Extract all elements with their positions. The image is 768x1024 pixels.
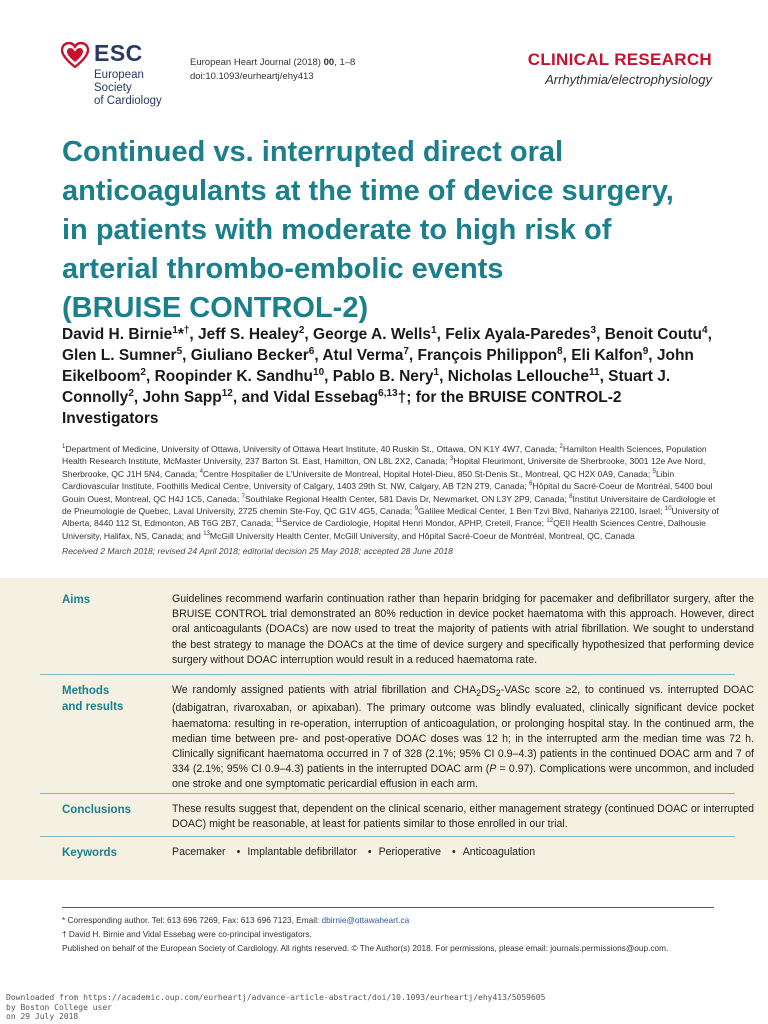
keyword: Perioperative	[378, 846, 441, 858]
logo-line-1: European Society	[94, 69, 144, 94]
keywords-label: Keywords	[62, 847, 117, 859]
methods-text: We randomly assigned patients with atrial fibrillation and $CHA_2DS_2$-VASc score ≥2, to continued vs. interrupted DOAC (dabigatran, rivaroxaban, or apixaban). The primary outcome was blindly evaluated, clinically significant device pocket haematoma: resulting in re-operation, interruption of anticoagulation, or prolonging hospital stay. In the continued arm, the median time between pre- and post-operative DOAC doses was 12 h; in the interrupted arm the median time was 72 h. Clinically significant haematoma occurred in 7 of 328 (2.1%; 95% CI 0.9–4.3) patients in the continued DOAC arm and 7 of 334 (2.1%; 95% CI 0.9–4.3) patients in the interrupted DOAC arm (P = 0.97). Complications were uncommon, and included one stroke and one symptomatic pericardial effusion in each arm.	[172, 684, 755, 791]
abstract-conclusions-row	[40, 794, 754, 837]
methods-label-line-2: and results	[62, 701, 124, 713]
doi: doi:10.1093/eurheartj/ehy413	[190, 71, 314, 82]
download-line: by Boston College user	[6, 1002, 112, 1012]
section-label: CLINICAL RESEARCH	[527, 50, 712, 69]
title-line: arterial thrombo-embolic events	[62, 253, 504, 285]
footnote-rule	[62, 907, 714, 908]
bullet-separator: •	[367, 846, 372, 858]
journal-citation	[190, 56, 355, 84]
download-watermark	[6, 993, 545, 1022]
methods-label	[62, 683, 123, 715]
conclusions-text: These results suggest that, dependent on the clinical scenario, either management strategy (continued DOAC or interrupted DOAC) might be reasonable, at least for patients similar to those enrolled in our trial.	[172, 803, 754, 831]
abstract-methods-row	[40, 675, 755, 794]
author-list: David H. Birnie$^1$*†, Jeff S. Healey$^2$, George A. Wells$^1$, Felix Ayala-Paredes$^3$, Benoit Coutu$^4$, Glen L. Sumner$^5$, Giuliano Becker$^6$, Atul Verma$^7$, François Philippon$^8$, Eli Kalfon$^9$, John Eikelboom$^2$, Roopinder K. Sandhu$^{10}$, Pablo B. Nery$^1$, Nicholas Lellouche$^{11}$, Stuart J. Connolly$^2$, John Sapp$^{12}$, and Vidal Essebag$^{6,13}$†; for the BRUISE CONTROL-2 Investigators	[62, 324, 712, 427]
journal-name-line	[190, 56, 355, 70]
journal-pages: , 1–8	[334, 57, 356, 68]
abstract-keywords-row	[40, 837, 735, 867]
title-line: anticoagulants at the time of device surgery,	[62, 175, 674, 207]
logo-esc-text: ESC	[94, 40, 143, 66]
keyword: Implantable defibrillator	[247, 846, 357, 858]
heart-icon	[61, 42, 89, 68]
footnotes	[62, 913, 722, 955]
logo-society-name	[94, 69, 181, 108]
abstract-aims-row	[40, 584, 754, 675]
download-line: on 29 July 2018	[6, 1012, 79, 1021]
corresponding-author-note	[62, 913, 722, 927]
subsection-label: Arrhythmia/electrophysiology	[545, 72, 712, 87]
keyword: Pacemaker	[172, 846, 226, 858]
structured-abstract	[0, 578, 768, 880]
journal-name: European Heart Journal (2018)	[190, 57, 324, 68]
logo-line-2: of Cardiology	[94, 95, 162, 107]
article-title	[62, 133, 722, 328]
received-dates: Received 2 March 2018; revised 24 April 2018; editorial decision 25 May 2018; accepted 28 June 2018	[62, 546, 453, 556]
methods-label-line-1: Methods	[62, 685, 110, 697]
email-link[interactable]: dbirnie@ottawaheart.ca	[321, 915, 410, 925]
esc-logo	[61, 40, 181, 107]
aims-label: Aims	[62, 594, 91, 606]
keywords-list	[172, 845, 754, 860]
title-line: in patients with moderate to high risk of	[62, 214, 612, 246]
title-line: Continued vs. interrupted direct oral	[62, 136, 564, 168]
conclusions-label: Conclusions	[62, 804, 132, 816]
aims-text: Guidelines recommend warfarin continuation rather than heparin bridging for pacemaker and defibrillator surgery, after the BRUISE CONTROL trial demonstrated an 80% reduction in device pocket haematoma with this approach. However, direct oral anticoagulants (DOACs) are now used to treat the majority of patients with atrial fibrillation. We sought to understand the best strategy to manage the DOACs at the time of device surgery and specifically hypothesized that performing device surgery without DOAC interruption would result in a reduced haematoma rate.	[172, 593, 754, 666]
corresponding-text: * Corresponding author. Tel: 613 696 7269, Fax: 613 696 7123, Email:	[62, 915, 322, 925]
journal-volume: 00	[323, 57, 335, 68]
bullet-separator: •	[451, 846, 456, 858]
affiliations: $^1$Department of Medicine, University of Ottawa, University of Ottawa Heart Institute, 40 Ruskin St., Ottawa, ON K1Y 4W7, Canada; $^2$Hamilton Health Sciences, Population Health Research Institute, McMaster University, 237 Barton St. East, Hamilton, ON L8L 2X2, Canada; $^3$Hopital Fleurimont, Universite de Sherbrooke, 3001 12e Ave Nord, Sherbrooke, QC J1H 5N4, Canada; $^4$Centre Hospitalier de L'Universite de Montreal, Hopital Hotel-Dieu, 850 St-Denis St., Montreal, QC H2X 0A9, Canada; $^5$Libin Cardiovascular Institute, Foothills Medical Centre, University of Calgary, 1403 29th St. NW, Calgary, AB T2N 2T9, Canada; $^6$Hôpital du Sacré-Coeur de Montréal, 5400 boul Gouin Ouest, Montreal, QC H4J 1C5, Canada; $^7$Southlake Regional Health Center, 581 Davis Dr, Newmarket, ON L3Y 2P9, Canada; $^8$Institut Universitaire de Cardiologie et de Pneumologie de Quebec, Laval University, 2725 chemin Ste-Foy, QC G1V 4G5, Canada; $^9$Galilee Medical Center, 1 Ben Tzvi Blvd, Nahariya 22100, Israel; $^{10}$University of Alberta, 8440 112 St, Edmonton, AB T6G 2B7, Canada; $^{11}$Service de Cardiologie, Hopital Henri Mondor, APHP, Creteil, France; $^{12}$QEII Health Sciences Centre, Dalhousie University, Halifax, NS, Canada; and $^{13}$McGill University Health Center, McGill University, and Hôpital Sacré-Coeur de Montréal, Montreal, QC, Canada	[62, 444, 719, 541]
keyword: Anticoagulation	[462, 846, 536, 858]
bullet-separator: •	[236, 846, 241, 858]
download-line: Downloaded from https://academic.oup.com/eurheartj/advance-article-abstract/doi/10.1093/eurheartj/ehy413/5059605	[6, 993, 546, 1002]
publisher-note: Published on behalf of the European Society of Cardiology. All rights reserved. © The Author(s) 2018. For permissions, please email: journals.permissions@oup.com.	[62, 943, 669, 953]
title-line: (BRUISE CONTROL-2)	[62, 292, 369, 324]
co-principal-note: † David H. Birnie and Vidal Essebag were co-principal investigators.	[62, 929, 312, 939]
